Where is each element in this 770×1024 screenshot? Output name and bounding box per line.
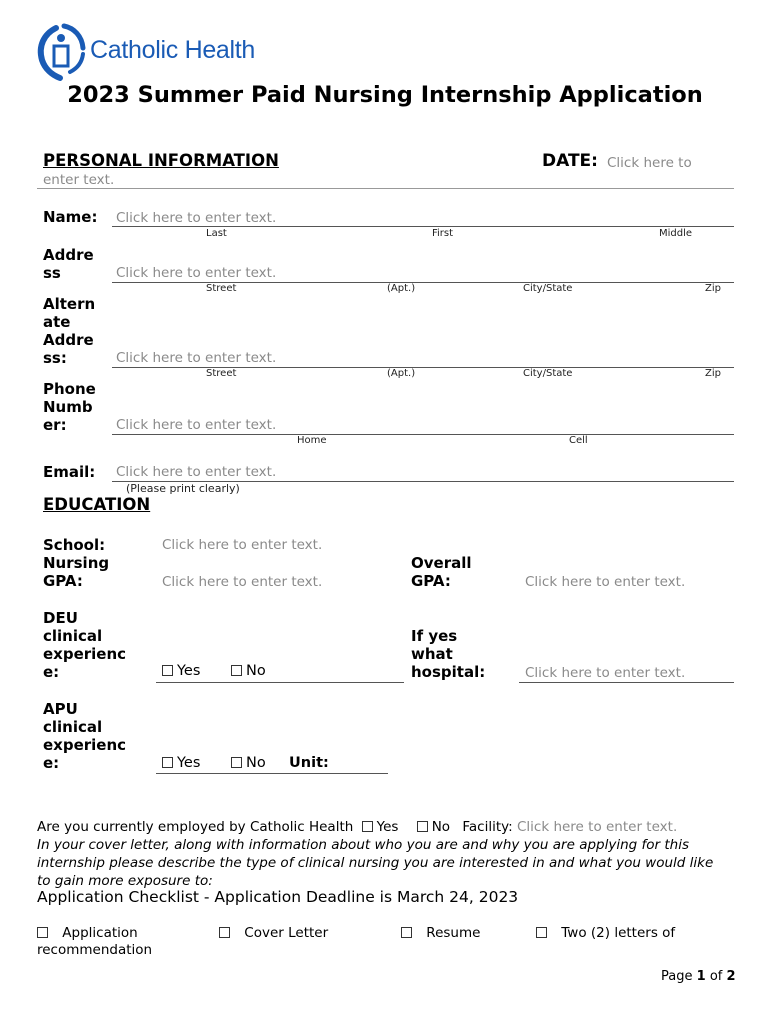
checklist-letters[interactable]: Two (2) letters of <box>536 925 675 941</box>
address-sub-zip: Zip <box>705 283 721 294</box>
if-yes-hospital-label: If yes what hospital: <box>411 627 486 681</box>
address-field[interactable]: Click here to enter text. <box>116 265 277 281</box>
name-sub-first: First <box>432 228 454 239</box>
application-checkbox[interactable] <box>37 927 48 938</box>
date-label: DATE: <box>542 151 598 171</box>
name-sub-middle: Middle <box>659 228 693 239</box>
alt-address-sub-street: Street <box>206 368 237 379</box>
nursing-gpa-field[interactable]: Click here to enter text. <box>162 574 323 590</box>
address-sub-street: Street <box>206 283 237 294</box>
employed-no-label: No <box>431 819 451 835</box>
nursing-gpa-label: Nursing GPA: <box>43 554 110 590</box>
email-label: Email: <box>43 463 96 481</box>
alt-address-sub-zip: Zip <box>705 368 721 379</box>
cover-letter-instructions: In your cover letter, along with information about who you are and why you are applying for this internship please describe the type of clinical nursing you are interested in and what you would like to gain more exposure to: <box>37 837 714 889</box>
deu-yes-option[interactable]: Yes <box>162 663 200 679</box>
deu-yes-checkbox[interactable] <box>162 665 173 676</box>
hospital-underline <box>519 682 734 683</box>
facility-label: Facility: <box>462 819 513 835</box>
page-number: Page 1 of 2 <box>661 969 736 984</box>
education-heading: EDUCATION <box>43 495 151 514</box>
deu-label: DEU clinical experienc e: <box>43 609 127 681</box>
alt-address-label: Altern ate Addre ss: <box>43 295 96 367</box>
alt-address-sub-apt: (Apt.) <box>387 368 416 379</box>
phone-underline <box>112 434 734 435</box>
catholic-health-logo-icon <box>34 22 92 82</box>
alt-address-sub-city: City/State <box>523 368 573 379</box>
checklist-heading: Application Checklist - Application Deadline is March 24, 2023 <box>37 888 519 906</box>
email-note: (Please print clearly) <box>126 482 240 495</box>
checklist-application[interactable]: Application <box>37 925 138 941</box>
employed-yes-checkbox[interactable] <box>362 821 373 832</box>
apu-label: APU clinical experienc e: <box>43 700 127 772</box>
employed-yes-label: Yes <box>376 819 399 835</box>
phone-label: Phone Numb er: <box>43 380 96 434</box>
checklist-cover-letter[interactable]: Cover Letter <box>219 925 328 941</box>
address-label-line2: ss <box>43 264 61 282</box>
apu-yes-checkbox[interactable] <box>162 757 173 768</box>
name-field[interactable]: Click here to enter text. <box>116 210 277 226</box>
employed-no-checkbox[interactable] <box>417 821 428 832</box>
deu-no-option[interactable]: No <box>231 663 266 679</box>
alt-address-field[interactable]: Click here to enter text. <box>116 350 277 366</box>
apu-no-option[interactable]: No <box>231 755 266 771</box>
divider <box>37 188 734 189</box>
overall-gpa-field[interactable]: Click here to enter text. <box>525 574 686 590</box>
name-label: Name: <box>43 208 98 226</box>
personal-info-heading: PERSONAL INFORMATION <box>43 151 279 170</box>
date-field-continued[interactable]: enter text. <box>43 172 115 188</box>
apu-yes-option[interactable]: Yes <box>162 755 200 771</box>
name-underline <box>112 226 734 227</box>
cover-letter-checkbox[interactable] <box>219 927 230 938</box>
school-label: School: <box>43 536 106 554</box>
employment-question: Are you currently employed by Catholic Health <box>37 819 354 835</box>
phone-field[interactable]: Click here to enter text. <box>116 417 277 433</box>
address-sub-city: City/State <box>523 283 573 294</box>
phone-sub-home: Home <box>297 435 327 446</box>
resume-checkbox[interactable] <box>401 927 412 938</box>
unit-label: Unit: <box>289 755 329 771</box>
email-field[interactable]: Click here to enter text. <box>116 464 277 480</box>
school-field[interactable]: Click here to enter text. <box>162 537 323 553</box>
employment-question-row <box>37 819 677 835</box>
deu-no-checkbox[interactable] <box>231 665 242 676</box>
apu-no-checkbox[interactable] <box>231 757 242 768</box>
hospital-field[interactable]: Click here to enter text. <box>525 665 686 681</box>
deu-underline <box>156 682 404 683</box>
facility-field[interactable]: Click here to enter text. <box>516 819 678 835</box>
overall-gpa-label: Overall GPA: <box>411 554 472 590</box>
checklist-resume[interactable]: Resume <box>401 925 480 941</box>
address-sub-apt: (Apt.) <box>387 283 416 294</box>
logo-text: Catholic Health <box>90 36 256 64</box>
letters-checkbox[interactable] <box>536 927 547 938</box>
apu-underline <box>156 773 388 774</box>
page-title: 2023 Summer Paid Nursing Internship Application <box>67 82 703 108</box>
checklist-recommendation-text: recommendation <box>37 942 153 958</box>
name-sub-last: Last <box>206 228 227 239</box>
date-field[interactable]: Click here to <box>607 155 692 171</box>
phone-sub-cell: Cell <box>569 435 588 446</box>
address-label-line1: Addre <box>43 246 94 264</box>
logo <box>34 22 264 82</box>
